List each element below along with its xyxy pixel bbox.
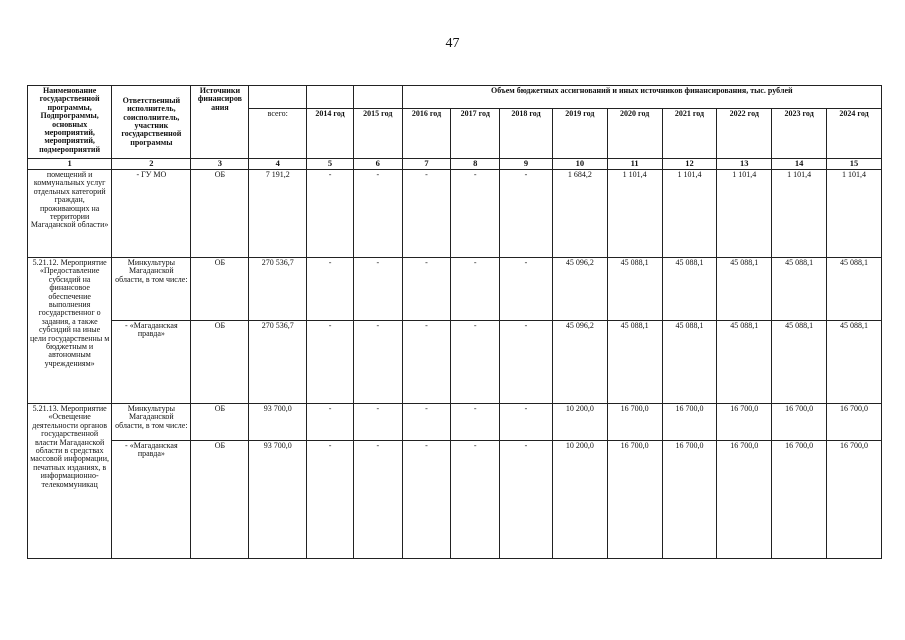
value-cell: - (307, 258, 354, 321)
header-responsible: Ответственный исполнитель, соисполнитель, участник государственной программы (112, 86, 191, 159)
value-cell: - (500, 258, 553, 321)
value-cell: 16 700,0 (827, 441, 882, 559)
value-cell: 1 101,4 (717, 170, 772, 258)
table-row (28, 441, 882, 559)
value-cell: - (451, 321, 500, 404)
value-cell: 16 700,0 (717, 441, 772, 559)
value-cell: - (402, 404, 451, 441)
value-cell: - (353, 258, 402, 321)
header-blank (249, 86, 307, 109)
value-cell: 10 200,0 (552, 441, 607, 559)
responsible-cell: Минкультуры Магаданской области, в том числе: (112, 258, 191, 321)
header-year: 2019 год (552, 109, 607, 159)
total-cell: 93 700,0 (249, 404, 307, 441)
column-number: 1 (28, 159, 112, 170)
value-cell: 45 088,1 (607, 321, 662, 404)
source-cell: ОБ (191, 170, 249, 258)
header-source: Источники финансиров ания (191, 86, 249, 159)
value-cell: 1 101,4 (772, 170, 827, 258)
value-cell: 16 700,0 (607, 441, 662, 559)
header-blank (353, 86, 402, 109)
value-cell: 1 684,2 (552, 170, 607, 258)
column-number: 10 (552, 159, 607, 170)
column-number: 5 (307, 159, 354, 170)
responsible-cell: - «Магаданская правда» (112, 441, 191, 559)
header-volume: Объем бюджетных ассигнований и иных источников финансирования, тыс. рублей (402, 86, 881, 109)
total-cell: 7 191,2 (249, 170, 307, 258)
value-cell: 10 200,0 (552, 404, 607, 441)
total-cell: 93 700,0 (249, 441, 307, 559)
value-cell: - (500, 170, 553, 258)
value-cell: 45 088,1 (607, 258, 662, 321)
table-row (28, 170, 882, 258)
total-cell: 270 536,7 (249, 258, 307, 321)
header-year: 2024 год (827, 109, 882, 159)
column-number: 15 (827, 159, 882, 170)
table-row (28, 258, 882, 321)
value-cell: - (451, 441, 500, 559)
table-row (28, 321, 882, 404)
column-number: 8 (451, 159, 500, 170)
column-number: 7 (402, 159, 451, 170)
header-year: 2014 год (307, 109, 354, 159)
source-cell: ОБ (191, 321, 249, 404)
column-number-row (28, 159, 882, 170)
header-total: всего: (249, 109, 307, 159)
value-cell: - (402, 441, 451, 559)
responsible-cell: Минкультуры Магаданской области, в том числе: (112, 404, 191, 441)
value-cell: 1 101,4 (827, 170, 882, 258)
value-cell: - (451, 404, 500, 441)
value-cell: 1 101,4 (607, 170, 662, 258)
total-cell: 270 536,7 (249, 321, 307, 404)
value-cell: 16 700,0 (662, 404, 717, 441)
value-cell: 45 096,2 (552, 321, 607, 404)
value-cell: 45 088,1 (827, 258, 882, 321)
value-cell: - (402, 321, 451, 404)
value-cell: 45 088,1 (717, 321, 772, 404)
value-cell: - (500, 404, 553, 441)
value-cell: - (307, 321, 354, 404)
column-number: 6 (353, 159, 402, 170)
value-cell: 16 700,0 (827, 404, 882, 441)
header-year: 2015 год (353, 109, 402, 159)
responsible-cell: - ГУ МО (112, 170, 191, 258)
value-cell: - (353, 170, 402, 258)
header-year: 2021 год (662, 109, 717, 159)
budget-table (27, 85, 882, 559)
page-number: 47 (445, 36, 460, 51)
program-name: помещений и коммунальных услуг отдельных категорий граждан, проживающих на территории Магаданской области» (28, 170, 112, 258)
value-cell: - (307, 441, 354, 559)
value-cell: 45 088,1 (717, 258, 772, 321)
value-cell: - (451, 170, 500, 258)
value-cell: 45 088,1 (772, 321, 827, 404)
header-year: 2020 год (607, 109, 662, 159)
value-cell: 16 700,0 (607, 404, 662, 441)
table-row (28, 404, 882, 441)
column-number: 14 (772, 159, 827, 170)
value-cell: 16 700,0 (772, 441, 827, 559)
column-number: 12 (662, 159, 717, 170)
value-cell: - (353, 404, 402, 441)
value-cell: 45 096,2 (552, 258, 607, 321)
value-cell: - (353, 321, 402, 404)
column-number: 9 (500, 159, 553, 170)
column-number: 4 (249, 159, 307, 170)
source-cell: ОБ (191, 441, 249, 559)
value-cell: 45 088,1 (827, 321, 882, 404)
column-number: 11 (607, 159, 662, 170)
value-cell: 45 088,1 (662, 258, 717, 321)
value-cell: - (353, 441, 402, 559)
value-cell: 45 088,1 (662, 321, 717, 404)
header-year: 2016 год (402, 109, 451, 159)
value-cell: - (402, 170, 451, 258)
value-cell: - (500, 441, 553, 559)
value-cell: 1 101,4 (662, 170, 717, 258)
header-blank (307, 86, 354, 109)
source-cell: ОБ (191, 404, 249, 441)
column-number: 13 (717, 159, 772, 170)
value-cell: - (307, 170, 354, 258)
source-cell: ОБ (191, 258, 249, 321)
responsible-cell: - «Магаданская правда» (112, 321, 191, 404)
value-cell: - (307, 404, 354, 441)
header-year: 2023 год (772, 109, 827, 159)
column-number: 2 (112, 159, 191, 170)
value-cell: - (451, 258, 500, 321)
header-year: 2018 год (500, 109, 553, 159)
header-year: 2017 год (451, 109, 500, 159)
value-cell: 16 700,0 (717, 404, 772, 441)
value-cell: 16 700,0 (662, 441, 717, 559)
value-cell: 16 700,0 (772, 404, 827, 441)
header-year: 2022 год (717, 109, 772, 159)
program-name: 5.21.13. Мероприятие «Освещение деятельности органов государственной власти Магаданской области в средствах массовой информации, печатных изданиях, в информационно-телекоммуникац (28, 404, 112, 559)
value-cell: - (402, 258, 451, 321)
value-cell: - (500, 321, 553, 404)
value-cell: 45 088,1 (772, 258, 827, 321)
program-name: 5.21.12. Мероприятие «Предоставление субсидий на финансовое обеспечение выполнения государственног о задания, а также субсидий на иные цели государственны м бюджетным и автономным учреждениям» (28, 258, 112, 404)
column-number: 3 (191, 159, 249, 170)
header-name: Наименование государственной программы, Подпрограммы, основных мероприятий, мероприятий, подмероприятий (28, 86, 112, 159)
